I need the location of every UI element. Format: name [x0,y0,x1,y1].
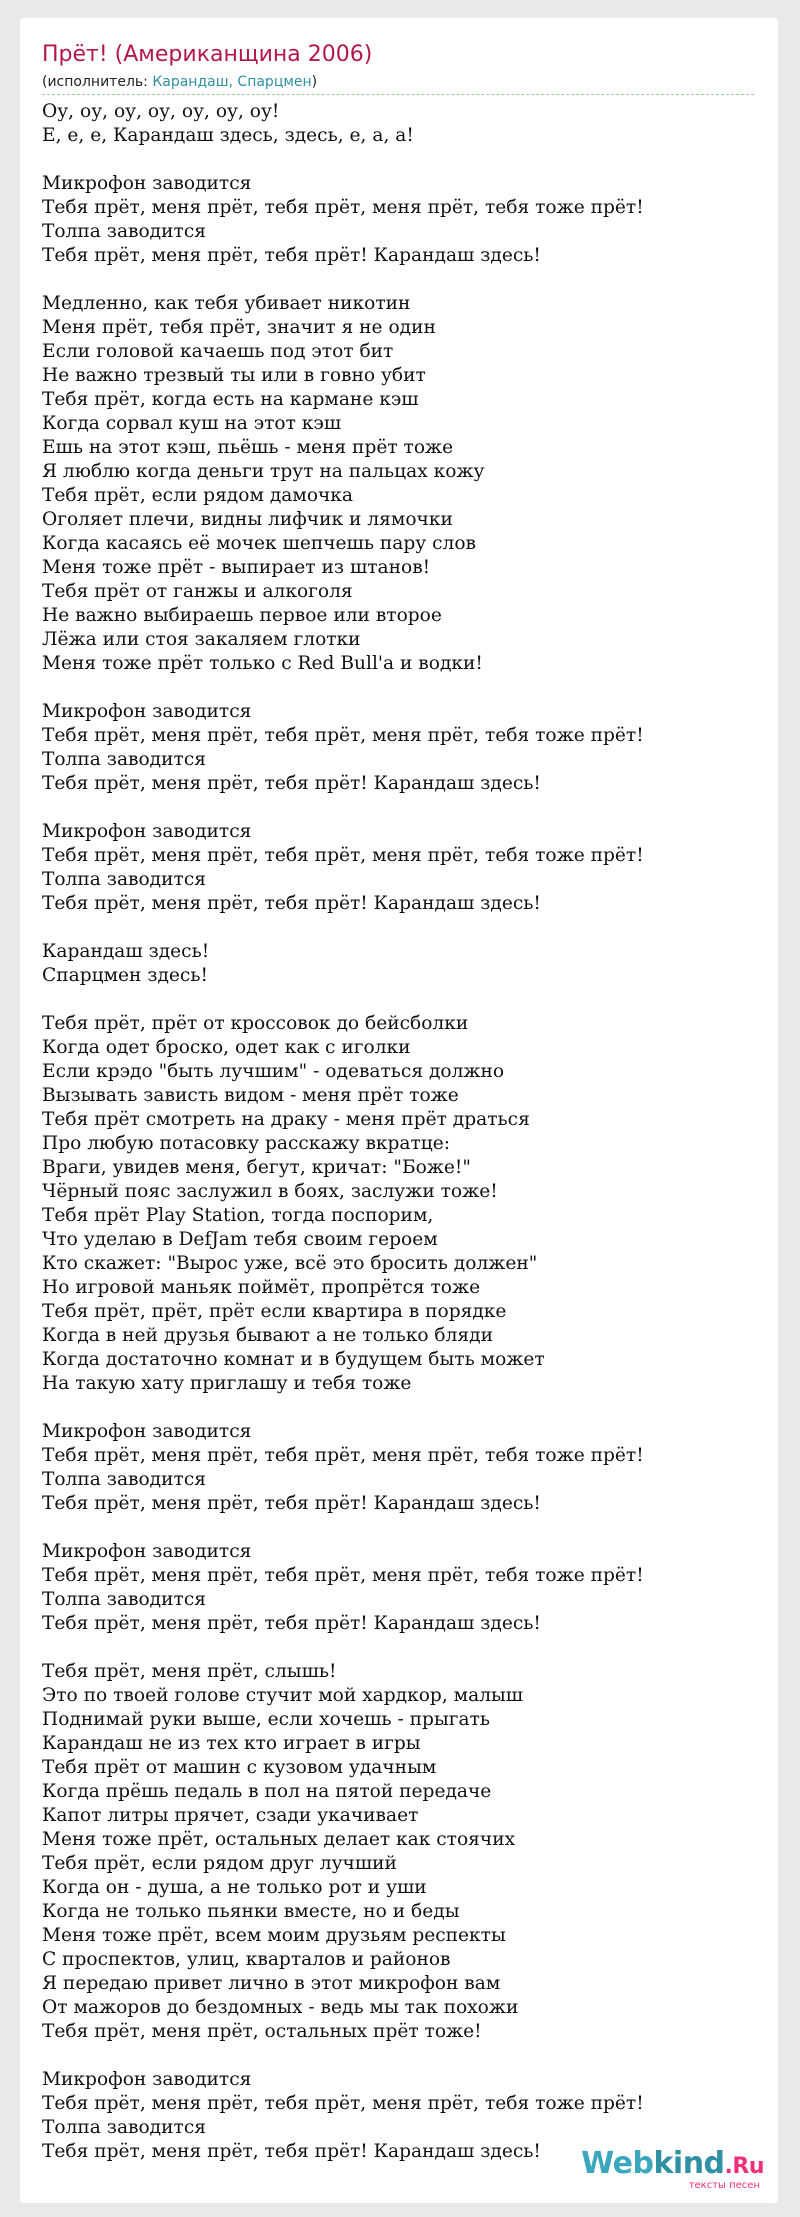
lyric-line: Микрофон заводится [42,2069,252,2090]
lyric-line: Микрофон заводится [42,821,252,842]
lyric-line: Ешь на этот кэш, пьёшь - меня прёт тоже [42,437,454,458]
lyric-stanza [42,700,762,796]
lyric-line: Тебя прёт Play Station, тогда поспорим, [42,1205,434,1226]
lyric-line: Тебя прёт, меня прёт, тебя прёт! Карандаш здесь! [42,1613,541,1634]
lyric-line: Когда не только пьянки вместе, но и беды [42,1901,460,1922]
logo-kind: kind [653,2146,725,2181]
lyric-line: Спарцмен здесь! [42,965,208,986]
lyric-stanza [42,1012,762,1396]
lyric-line: Тебя прёт, если рядом дамочка [42,485,354,506]
lyric-line: Когда достаточно комнат и в будущем быть может [42,1349,545,1370]
lyric-line: Меня тоже прёт, всем моим друзьям респекты [42,1925,506,1946]
lyric-line: Тебя прёт, меня прёт, тебя прёт, меня прёт, тебя тоже прёт! [42,2093,644,2114]
webkind-logo[interactable] [581,2148,764,2191]
lyric-line: Тебя прёт от ганжы и алкоголя [42,581,353,602]
lyric-stanza [42,940,762,988]
lyric-line: Толпа заводится [42,2117,206,2138]
lyric-line: Меня тоже прёт только с Red Bull'а и водки! [42,653,483,674]
lyric-line: Толпа заводится [42,869,206,890]
lyric-line: Если головой качаешь под этот бит [42,341,394,362]
performer-suffix: ) [311,74,318,90]
lyric-line: Я люблю когда деньги трут на пальцах кожу [42,461,485,482]
lyric-line: Не важно трезвый ты или в говно убит [42,365,426,386]
lyric-line: Тебя прёт, меня прёт, тебя прёт! Карандаш здесь! [42,773,541,794]
lyric-line: На такую хату приглашу и тебя тоже [42,1373,412,1394]
lyric-line: Меня тоже прёт, остальных делает как стоячих [42,1829,516,1850]
lyric-line: Это по твоей голове стучит мой хардкор, малыш [42,1685,524,1706]
lyric-line: Карандаш не из тех кто играет в игры [42,1733,421,1754]
lyric-line: Я передаю привет лично в этот микрофон вам [42,1973,501,1994]
lyric-stanza [42,172,762,268]
lyric-line: Оу, оу, оу, оу, оу, оу, оу! [42,101,280,122]
lyric-line: Толпа заводится [42,1589,206,1610]
performer-line [42,72,317,92]
lyric-line: Если крэдо "быть лучшим" - одеваться должно [42,1061,505,1082]
lyric-line: Толпа заводится [42,1469,206,1490]
lyric-line: Поднимай руки выше, если хочешь - прыгать [42,1709,490,1730]
lyric-line: Тебя прёт, прёт от кроссовок до бейсболки [42,1013,469,1034]
lyric-line: Толпа заводится [42,221,206,242]
lyric-line: Меня прёт, тебя прёт, значит я не один [42,317,436,338]
lyric-line: Капот литры прячет, сзади укачивает [42,1805,419,1826]
lyrics-body [42,100,762,2188]
lyric-line: Оголяет плечи, видны лифчик и лямочки [42,509,453,530]
performer-prefix: (исполнитель: [42,74,153,90]
lyric-line: Тебя прёт, если рядом друг лучший [42,1853,397,1874]
lyric-stanza [42,1420,762,1516]
lyric-line: Тебя прёт, меня прёт, тебя прёт! Карандаш здесь! [42,2141,541,2162]
lyric-line: Про любую потасовку расскажу вкратце: [42,1133,451,1154]
lyric-line: Когда касаясь её мочек шепчешь пару слов [42,533,476,554]
lyric-line: Тебя прёт смотреть на драку - меня прёт драться [42,1109,530,1130]
lyric-line: Меня тоже прёт - выпирает из штанов! [42,557,431,578]
lyric-line: Тебя прёт, меня прёт, тебя прёт! Карандаш здесь! [42,1493,541,1514]
lyric-line: Когда одет броско, одет как с иголки [42,1037,411,1058]
lyric-line: Когда он - душа, а не только рот и уши [42,1877,427,1898]
song-title: Прёт! (Американщина 2006) [42,42,373,67]
lyric-line: Е, е, е, Карандаш здесь, здесь, е, а, а! [42,125,414,146]
lyric-line: Тебя прёт, меня прёт, тебя прёт, меня прёт, тебя тоже прёт! [42,1565,644,1586]
lyric-line: Толпа заводится [42,749,206,770]
lyric-line: Враги, увидев меня, бегут, кричат: "Боже!" [42,1157,471,1178]
header-divider [42,94,754,95]
lyric-line: Чёрный пояс заслужил в боях, заслужи тоже! [42,1181,498,1202]
lyric-stanza [42,292,762,676]
lyric-line: Тебя прёт, меня прёт, тебя прёт, меня прёт, тебя тоже прёт! [42,197,644,218]
logo-ru: .Ru [724,2154,764,2179]
lyric-line: Тебя прёт от машин с кузовом удачным [42,1757,437,1778]
lyric-line: Карандаш здесь! [42,941,210,962]
logo-tagline: тексты песен [688,2180,760,2191]
lyric-line: Кто скажет: "Вырос уже, всё это бросить должен" [42,1253,538,1274]
lyric-stanza [42,820,762,916]
lyric-line: Тебя прёт, меня прёт, остальных прёт тоже! [42,2021,482,2042]
lyric-line: Но игровой маньяк поймёт, пропрётся тоже [42,1277,481,1298]
lyric-stanza [42,1540,762,1636]
lyric-line: Тебя прёт, меня прёт, слышь! [42,1661,337,1682]
lyric-line: От мажоров до бездомных - ведь мы так похожи [42,1997,519,2018]
lyric-line: С проспектов, улиц, кварталов и районов [42,1949,451,1970]
lyric-line: Лёжа или стоя закаляем глотки [42,629,361,650]
lyric-line: Микрофон заводится [42,1541,252,1562]
lyric-line: Медленно, как тебя убивает никотин [42,293,411,314]
lyric-line: Когда сорвал куш на этот кэш [42,413,342,434]
lyric-line: Тебя прёт, меня прёт, тебя прёт, меня прёт, тебя тоже прёт! [42,845,644,866]
lyric-stanza [42,1660,762,2044]
lyric-line: Что уделаю в DefJam тебя своим героем [42,1229,438,1250]
lyric-line: Микрофон заводится [42,701,252,722]
lyric-line: Вызывать зависть видом - меня прёт тоже [42,1085,459,1106]
lyric-line: Тебя прёт, меня прёт, тебя прёт, меня прёт, тебя тоже прёт! [42,725,644,746]
lyric-line: Тебя прёт, меня прёт, тебя прёт! Карандаш здесь! [42,245,541,266]
lyric-line: Тебя прёт, меня прёт, тебя прёт, меня прёт, тебя тоже прёт! [42,1445,644,1466]
lyric-line: Когда прёшь педаль в пол на пятой передаче [42,1781,492,1802]
lyric-line: Тебя прёт, когда есть на кармане кэш [42,389,419,410]
lyric-line: Тебя прёт, прёт, прёт если квартира в порядке [42,1301,507,1322]
lyric-line: Не важно выбираешь первое или второе [42,605,442,626]
lyric-line: Тебя прёт, меня прёт, тебя прёт! Карандаш здесь! [42,893,541,914]
performer-link[interactable]: Карандаш, Спарцмен [152,74,312,90]
lyric-line: Микрофон заводится [42,173,252,194]
lyric-line: Когда в ней друзья бывают а не только бляди [42,1325,493,1346]
lyric-line: Микрофон заводится [42,1421,252,1442]
lyric-stanza [42,100,762,148]
logo-wordmark [581,2148,764,2183]
page-card [20,18,778,2203]
logo-web: Web [581,2146,654,2181]
